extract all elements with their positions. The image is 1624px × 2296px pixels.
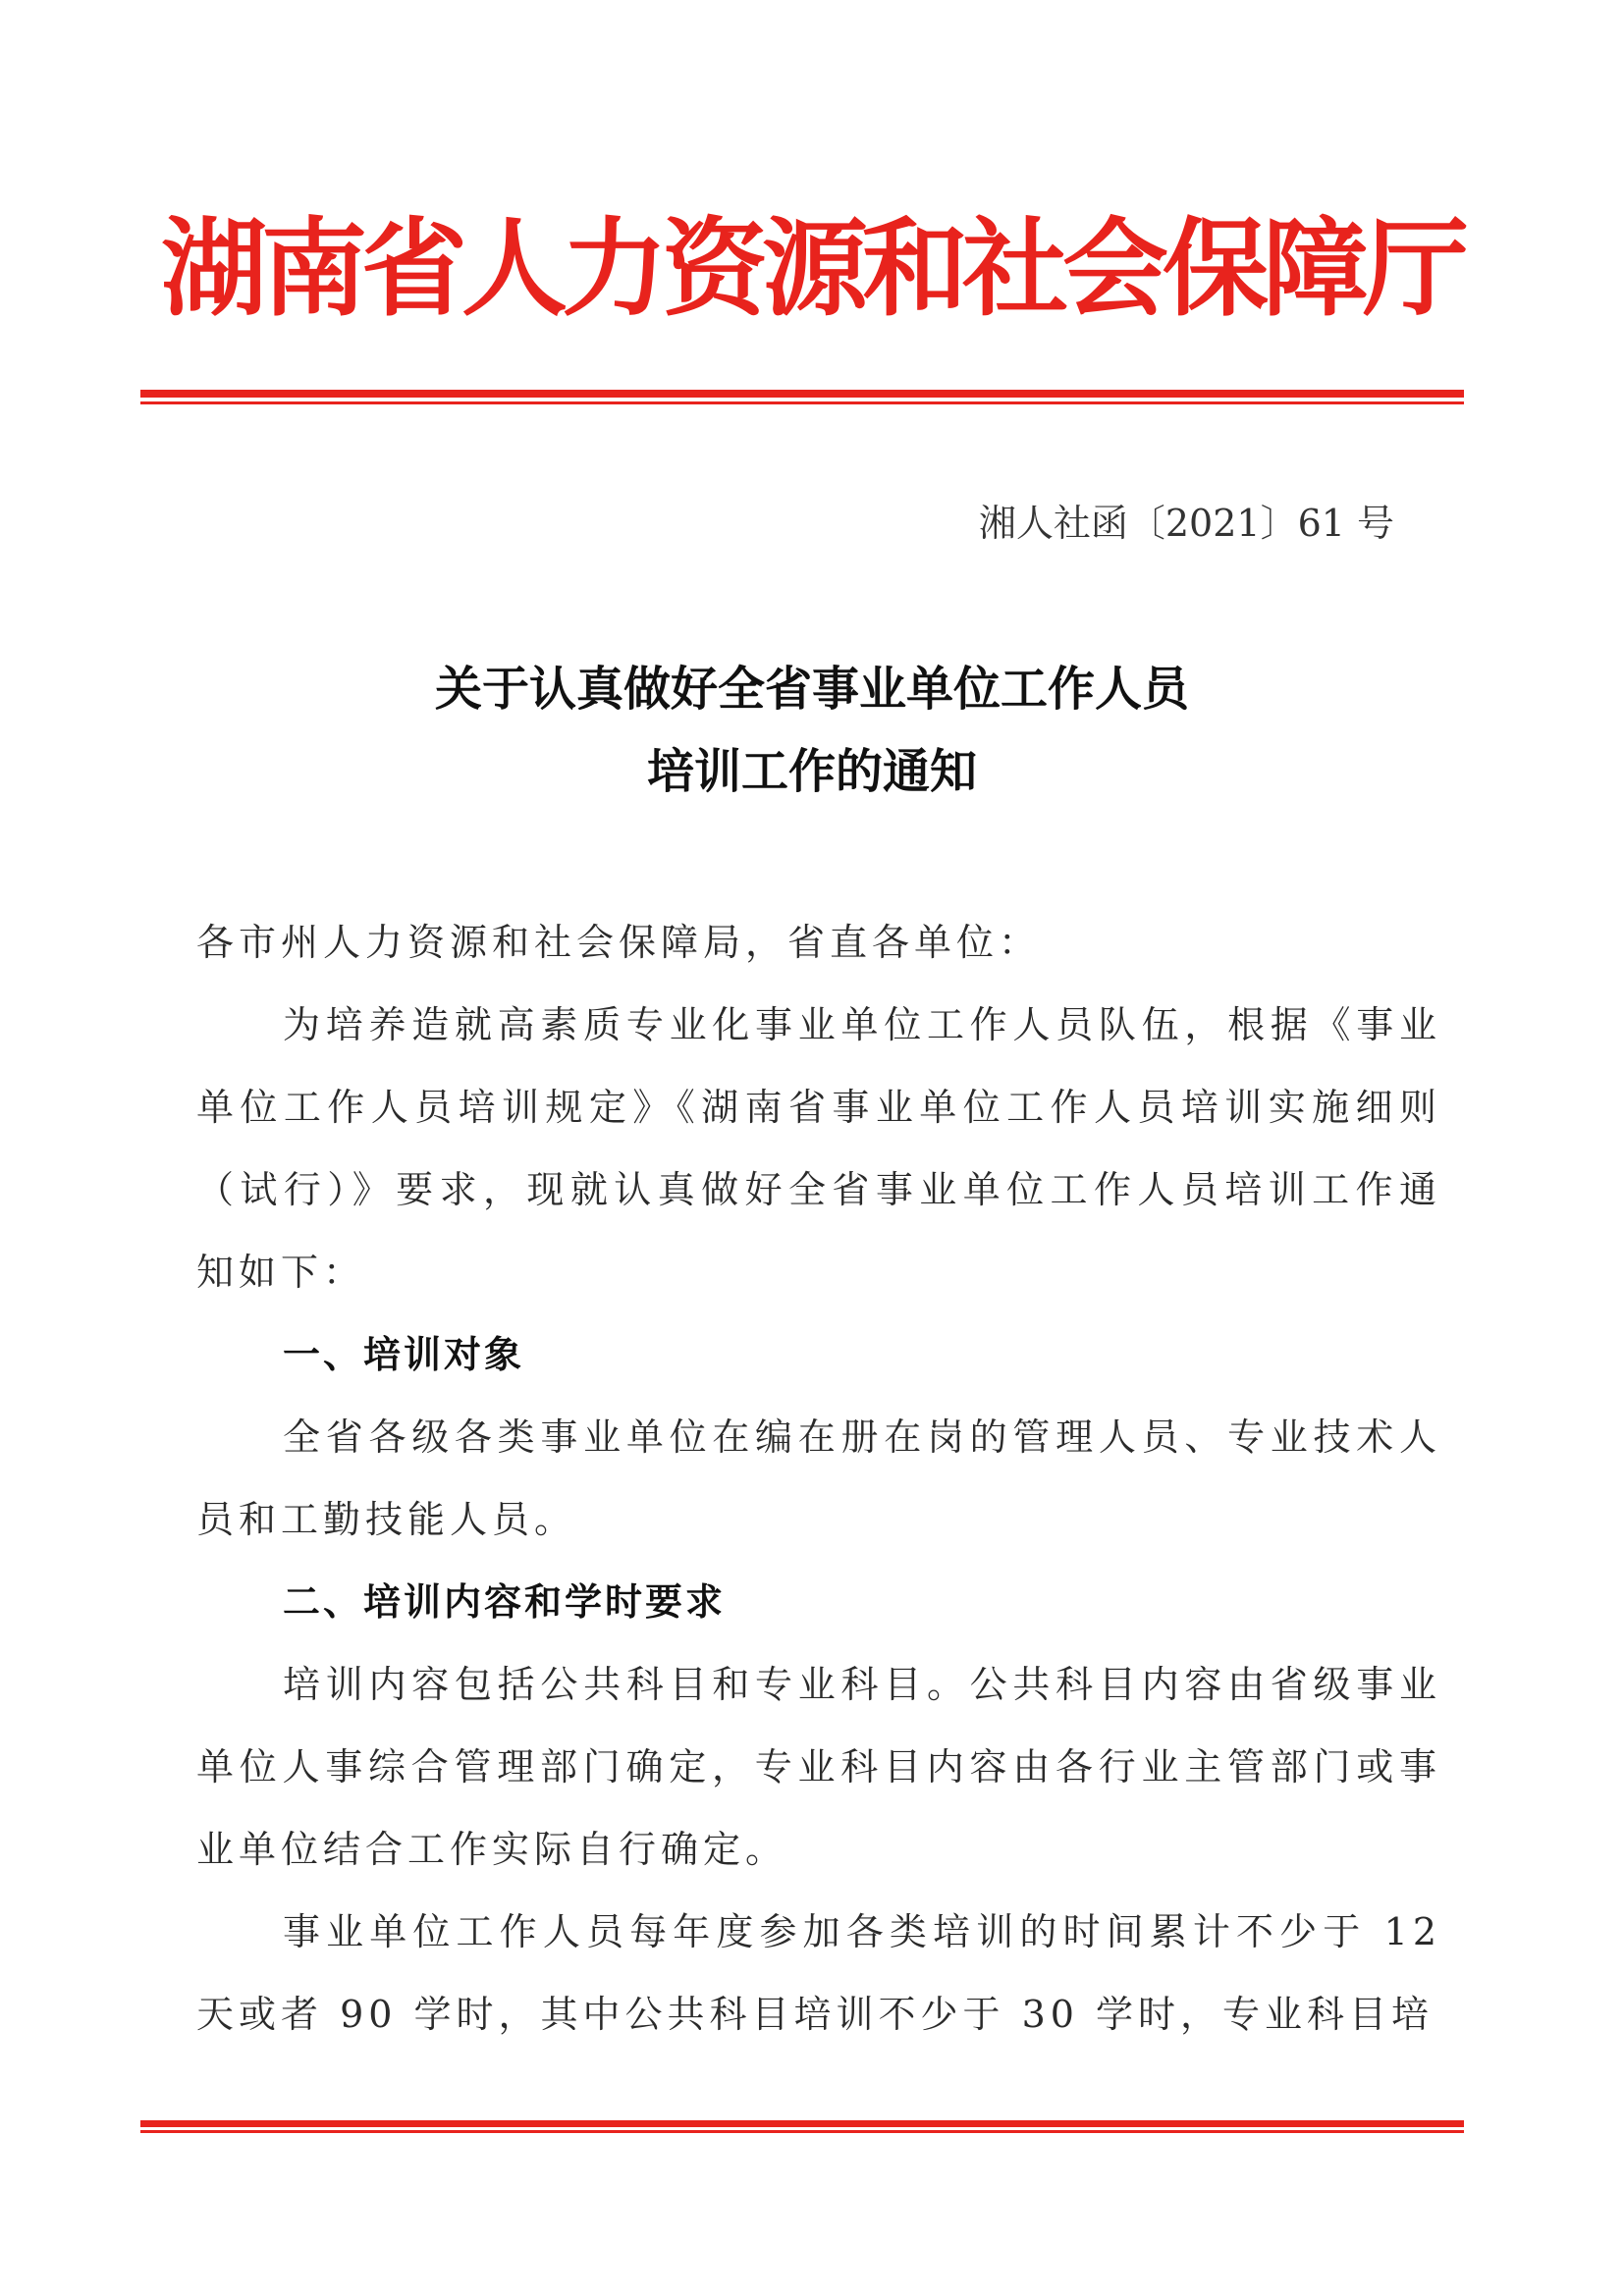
footer-rule-thin — [140, 2130, 1464, 2133]
section-1-paragraph: 全省各级各类事业单位在编在册在岗的管理人员、专业技术人员和工勤技能人员。 — [196, 1415, 1441, 1541]
section-2-paragraph-2: 事业单位工作人员每年度参加各类培训的时间累计不少于 12 天或者 90 学时，其中公共科目培训不少于 30 学时，专业科目培 — [196, 1910, 1441, 2036]
section-2-paragraph-1: 培训内容包括公共科目和专业科目。公共科目内容由省级事业单位人事综合管理部门确定，专业科目内容由各行业主管部门或事业单位结合工作实际自行确定。 — [196, 1663, 1441, 1871]
intro-paragraph: 为培养造就高素质专业化事业单位工作人员队伍，根据《事业单位工作人员培训规定》《湖南省事业单位工作人员培训实施细则（试行）》要求，现就认真做好全省事业单位工作人员培训工作通知如下： — [196, 1003, 1441, 1294]
document-title-line-2: 培训工作的通知 — [646, 744, 977, 799]
footer-rule-thick — [140, 2120, 1464, 2127]
salutation: 各市州人力资源和社会保障局，省直各单位： — [196, 921, 1042, 964]
agency-masthead: 湖南省人力资源和社会保障厅 — [160, 208, 1463, 331]
masthead-rule-thin — [140, 401, 1464, 404]
document-body — [196, 901, 1441, 2056]
document-number: 湘人社函〔2021〕61 号 — [978, 502, 1394, 545]
section-2-heading: 二、培训内容和学时要求 — [283, 1580, 727, 1624]
section-1-heading: 一、培训对象 — [283, 1333, 525, 1376]
document-title-line-1: 关于认真做好全省事业单位工作人员 — [434, 662, 1189, 717]
masthead-rule-thick — [140, 390, 1464, 398]
document-title — [0, 648, 1624, 813]
